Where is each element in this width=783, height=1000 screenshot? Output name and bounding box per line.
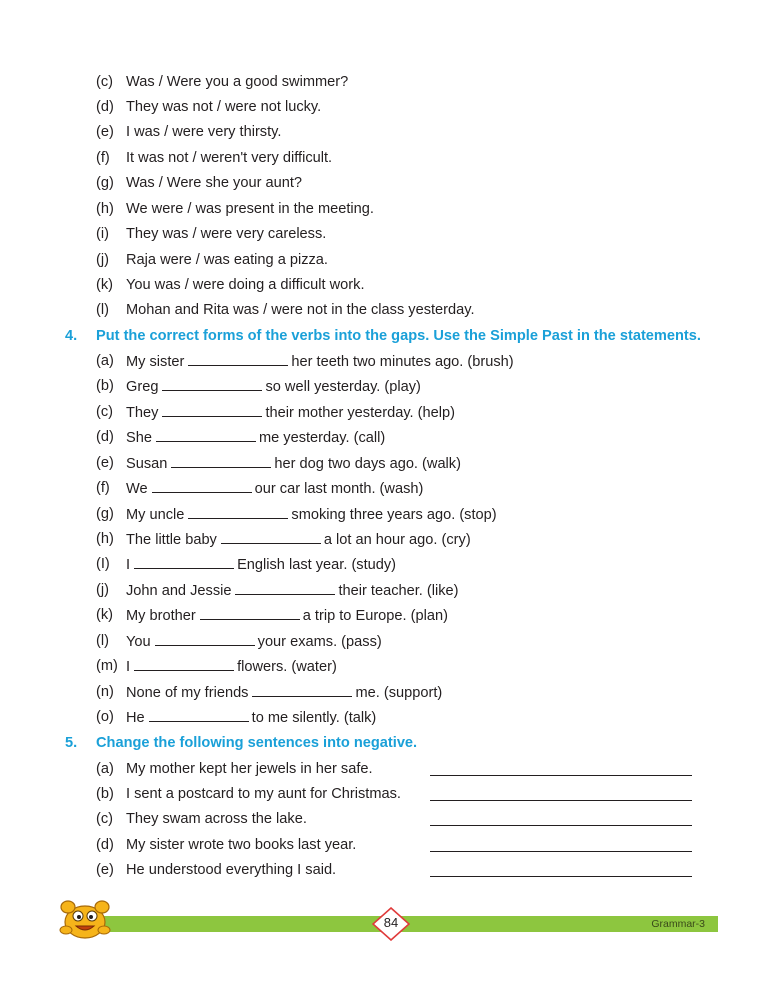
- question-title: Put the correct forms of the verbs into the gaps. Use the Simple Past in the statements.: [96, 328, 701, 344]
- answer-line[interactable]: [430, 825, 692, 826]
- list-item: (c) Was / Were you a good swimmer?: [96, 74, 349, 90]
- answer-blank[interactable]: [252, 682, 352, 697]
- answer-blank[interactable]: [188, 504, 288, 519]
- answer-line[interactable]: [430, 800, 692, 801]
- list-item: (c) They swam across the lake.: [0, 809, 783, 833]
- page-number: 84: [383, 915, 399, 930]
- list-item: (h) The little baby a lot an hour ago. (cry): [96, 531, 471, 548]
- list-item: (m) I flowers. (water): [96, 658, 337, 675]
- list-item: (a) My mother kept her jewels in her safe.: [0, 759, 783, 783]
- list-item: (l) Mohan and Rita was / were not in the class yesterday.: [96, 302, 475, 318]
- list-item: (l) You your exams. (pass): [96, 633, 382, 650]
- answer-blank[interactable]: [152, 478, 252, 493]
- list-item: (i) They was / were very careless.: [96, 226, 327, 242]
- list-item: (d) They was not / were not lucky.: [96, 99, 322, 115]
- answer-line[interactable]: [430, 876, 692, 877]
- answer-blank[interactable]: [162, 376, 262, 391]
- answer-blank[interactable]: [162, 402, 262, 417]
- answer-blank[interactable]: [235, 580, 335, 595]
- question-title: Change the following sentences into negative.: [96, 735, 418, 751]
- answer-blank[interactable]: [156, 427, 256, 442]
- cartoon-mascot-icon: [56, 896, 114, 940]
- answer-blank[interactable]: [155, 631, 255, 646]
- question-5-heading: [0, 733, 783, 757]
- answer-blank[interactable]: [188, 351, 288, 366]
- answer-blank[interactable]: [221, 529, 321, 544]
- list-item: (h) We were / was present in the meeting.: [96, 201, 374, 217]
- list-item: (c) They their mother yesterday. (help): [96, 404, 455, 421]
- list-item: (e) He understood everything I said.: [0, 860, 783, 884]
- list-item: (g) Was / Were she your aunt?: [96, 175, 303, 191]
- list-item: (I) I English last year. (study): [96, 556, 397, 573]
- answer-blank[interactable]: [149, 707, 249, 722]
- question-4-heading: [0, 326, 783, 350]
- answer-blank[interactable]: [171, 453, 271, 468]
- question-number: 4.: [65, 328, 78, 344]
- list-item: (e) I was / were very thirsty.: [96, 124, 282, 140]
- list-item: (f) We our car last month. (wash): [96, 480, 424, 497]
- answer-blank[interactable]: [134, 656, 234, 671]
- list-item: (o) He to me silently. (talk): [96, 709, 377, 726]
- answer-line[interactable]: [430, 775, 692, 776]
- list-item: (g) My uncle smoking three years ago. (stop): [96, 506, 497, 523]
- list-item: (d) She me yesterday. (call): [96, 429, 386, 446]
- list-item: (e) Susan her dog two days ago. (walk): [96, 455, 461, 472]
- list-item: (b) I sent a postcard to my aunt for Christmas.: [0, 784, 783, 808]
- answer-blank[interactable]: [134, 554, 234, 569]
- answer-blank[interactable]: [200, 605, 300, 620]
- question-number: 5.: [65, 735, 78, 751]
- list-item: (f) It was not / weren't very difficult.: [96, 150, 333, 166]
- answer-line[interactable]: [430, 851, 692, 852]
- page-number-badge: [372, 907, 410, 941]
- question-3-list: [0, 0, 783, 330]
- list-item: (k) You was / were doing a difficult work.: [96, 277, 365, 293]
- list-item: (k) My brother a trip to Europe. (plan): [96, 607, 448, 624]
- list-item: (d) My sister wrote two books last year.: [0, 835, 783, 859]
- list-item: (n) None of my friends me. (support): [96, 684, 443, 701]
- list-item: (j) Raja were / was eating a pizza.: [96, 252, 328, 268]
- list-item: (b) Greg so well yesterday. (play): [96, 378, 421, 395]
- list-item: (a) My sister her teeth two minutes ago. (brush): [96, 353, 514, 370]
- book-label: Grammar-3: [651, 918, 705, 930]
- list-item: (j) John and Jessie their teacher. (like): [96, 582, 459, 599]
